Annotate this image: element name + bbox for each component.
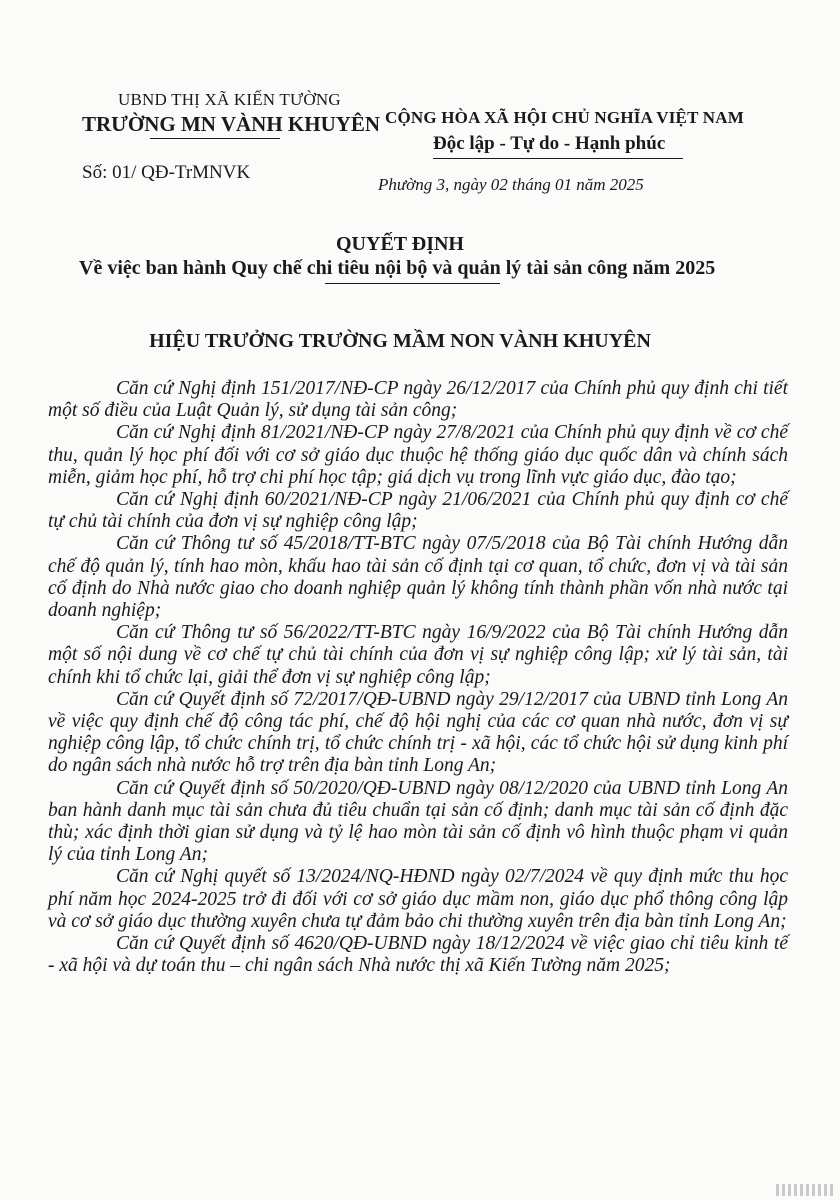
issuing-authority: UBND THỊ XÃ KIẾN TƯỜNG <box>118 90 341 109</box>
scan-edge-mark <box>776 1184 836 1196</box>
place-date: Phường 3, ngày 02 tháng 01 năm 2025 <box>378 175 644 194</box>
document-number: Số: 01/ QĐ-TrMNVK <box>82 162 251 183</box>
legal-basis-list <box>48 378 788 977</box>
school-underline <box>150 138 280 139</box>
subtitle-underline <box>325 283 500 284</box>
national-motto: Độc lập - Tự do - Hạnh phúc <box>433 133 666 154</box>
legal-basis-item: Căn cứ Nghị quyết số 13/2024/NQ-HĐND ngày 02/7/2024 về quy định mức thu học phí năm học 2024-2025 trở đi đối với cơ sở giáo dục mầm non, giáo dục phổ thông công lập và cơ sở giáo dục thường xuyên chưa tự đảm bảo chi thường xuyên trên địa bàn tỉnh Long An; <box>48 866 788 932</box>
national-title: CỘNG HÒA XÃ HỘI CHỦ NGHĨA VIỆT NAM <box>385 108 744 127</box>
legal-basis-item: Căn cứ Nghị định 81/2021/NĐ-CP ngày 27/8/2021 của Chính phủ quy định về cơ chế thu, quản lý học phí đối với cơ sở giáo dục thuộc hệ thống giáo dục quốc dân và chính sách miễn, giảm học phí, hỗ trợ chi phí học tập; giá dịch vụ trong lĩnh vực giáo dục, đào tạo; <box>48 422 788 488</box>
decision-subtitle: Về việc ban hành Quy chế chi tiêu nội bộ và quản lý tài sản công năm 2025 <box>79 257 716 279</box>
legal-basis-item: Căn cứ Quyết định số 50/2020/QĐ-UBND ngày 08/12/2020 của UBND tỉnh Long An ban hành danh mục tài sản chưa đủ tiêu chuẩn tại sản cố định; danh mục tài sản cố định đặc thù; xác định thời gian sử dụng và tỷ lệ hao mòn tài sản cố định vô hình thuộc phạm vi quản lý của tỉnh Long An; <box>48 777 788 866</box>
motto-underline <box>433 158 683 159</box>
school-name: TRƯỜNG MN VÀNH KHUYÊN <box>82 112 381 136</box>
legal-basis-item: Căn cứ Thông tư số 45/2018/TT-BTC ngày 07/5/2018 của Bộ Tài chính Hướng dẫn chế độ quản lý, tính hao mòn, khấu hao tài sản cố định tại cơ quan, tổ chức, đơn vị và tài sản cố định do Nhà nước giao cho doanh nghiệp quản lý không tính thành phần vốn nhà nước tại doanh nghiệp; <box>48 533 788 622</box>
principal-heading: HIỆU TRƯỞNG TRƯỜNG MẦM NON VÀNH KHUYÊN <box>149 330 651 352</box>
legal-basis-item: Căn cứ Quyết định số 4620/QĐ-UBND ngày 18/12/2024 về việc giao chỉ tiêu kinh tế - xã hội và dự toán thu – chi ngân sách Nhà nước thị xã Kiến Tường năm 2025; <box>48 933 788 977</box>
legal-basis-item: Căn cứ Nghị định 151/2017/NĐ-CP ngày 26/12/2017 của Chính phủ quy định chi tiết một số điều của Luật Quản lý, sử dụng tài sản công; <box>48 378 788 422</box>
legal-basis-item: Căn cứ Quyết định số 72/2017/QĐ-UBND ngày 29/12/2017 của UBND tỉnh Long An về việc quy định chế độ công tác phí, chế độ hội nghị của các cơ quan nhà nước, đơn vị sự nghiệp công lập, tổ chức chính trị, tổ chức chính trị - xã hội, các tổ chức hội sử dụng kinh phí do ngân sách nhà nước hỗ trợ trên địa bàn tỉnh Long An; <box>48 688 788 777</box>
decision-title: QUYẾT ĐỊNH <box>336 233 464 255</box>
legal-basis-item: Căn cứ Nghị định 60/2021/NĐ-CP ngày 21/06/2021 của Chính phủ quy định cơ chế tự chủ tài chính của đơn vị sự nghiệp công lập; <box>48 489 788 533</box>
legal-basis-item: Căn cứ Thông tư số 56/2022/TT-BTC ngày 16/9/2022 của Bộ Tài chính Hướng dẫn một số nội dung về cơ chế tự chủ tài chính của đơn vị sự nghiệp công lập; xử lý tài sản, tài chính khi tổ chức lại, giải thể đơn vị sự nghiệp công lập; <box>48 622 788 688</box>
